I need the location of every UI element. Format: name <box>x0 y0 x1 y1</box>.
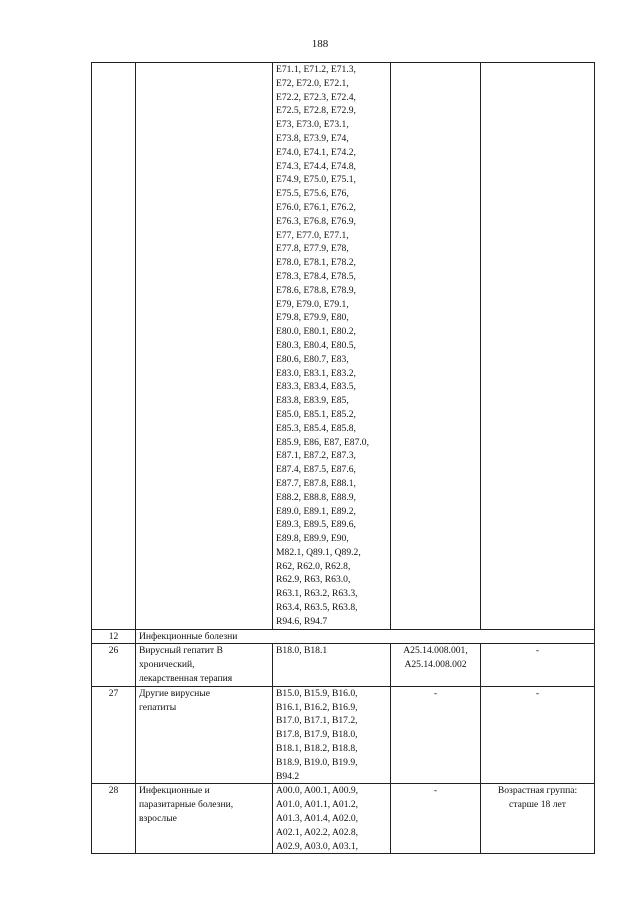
code-line: A02.9, A03.0, A03.1, <box>276 840 359 852</box>
row-service <box>391 784 481 854</box>
page-number: 188 <box>311 38 329 50</box>
table-row <box>92 686 595 784</box>
code-line: E72.5, E72.8, E72.9, <box>276 105 356 117</box>
code-line: E85.9, E86, E87, E87.0, <box>276 436 369 448</box>
code-line: E73.8, E73.9, E74, <box>276 132 349 144</box>
code-line: E80.0, E80.1, E80.2, <box>276 326 356 338</box>
code-line: E80.6, E80.7, E83, <box>276 353 349 365</box>
code-line: A01.3, A01.4, A02.0, <box>276 813 359 825</box>
service-line: - <box>433 785 438 797</box>
code-line: R63.4, R63.5, R63.8, <box>276 602 358 614</box>
code-line: E72, E72.0, E72.1, <box>276 77 349 89</box>
section-title: Инфекционные болезни <box>136 629 595 644</box>
row-extra: - <box>481 686 595 784</box>
name-line: взрослые <box>139 813 177 825</box>
row-extra: Возрастная группа: старше 18 лет <box>481 784 595 854</box>
code-line: E87.7, E87.8, E88.1, <box>276 477 356 489</box>
row-name <box>136 784 273 854</box>
code-line: E83.0, E83.1, E83.2, <box>276 367 356 379</box>
code-line: E83.3, E83.4, E83.5, <box>276 381 356 393</box>
row-service <box>391 644 481 686</box>
code-line: E79, E79.0, E79.1, <box>276 298 349 310</box>
table-row <box>92 644 595 686</box>
code-line: A01.0, A01.1, A01.2, <box>276 799 359 811</box>
code-line: E83.8, E83.9, E85, <box>276 395 349 407</box>
name-line: Вирусный гепатит В <box>139 645 223 657</box>
code-line: R62.9, R63, R63.0, <box>276 574 351 586</box>
code-line: E77, E77.0, E77.1, <box>276 229 349 241</box>
name-line: Инфекционные и <box>139 785 210 797</box>
row-codes <box>273 784 391 854</box>
code-line: E78.0, E78.1, E78.2, <box>276 257 356 269</box>
row-codes <box>273 686 391 784</box>
code-line: E72.2, E72.3, E72.4, <box>276 91 356 103</box>
classification-table <box>91 62 595 854</box>
code-line: R63.1, R63.2, R63.3, <box>276 588 358 600</box>
code-line: B94.2 <box>276 770 300 782</box>
code-line: E80.3, E80.4, E80.5, <box>276 339 356 351</box>
code-line: E76.3, E76.8, E76.9, <box>276 215 356 227</box>
code-line: E74.3, E74.4, E74.8, <box>276 160 356 172</box>
code-line: E74.0, E74.1, E74.2, <box>276 146 356 158</box>
code-line: A02.1, A02.2, A02.8, <box>276 826 359 838</box>
cell-extra <box>481 63 595 630</box>
code-line: B18.9, B19.0, B19.9, <box>276 756 358 768</box>
code-line: E73, E73.0, E73.1, <box>276 119 349 131</box>
code-line: E76.0, E76.1, E76.2, <box>276 201 356 213</box>
row-service <box>391 686 481 784</box>
code-line: A00.0, A00.1, A00.9, <box>276 785 359 797</box>
code-line: E85.0, E85.1, E85.2, <box>276 408 356 420</box>
code-line: M82.1, Q89.1, Q89.2, <box>276 546 361 558</box>
table-row-section <box>92 629 595 644</box>
name-line: хронический, <box>139 659 195 671</box>
code-line: E87.1, E87.2, E87.3, <box>276 450 356 462</box>
code-line: B18.1, B18.2, B18.8, <box>276 743 358 755</box>
cell-service <box>391 63 481 630</box>
section-number: 12 <box>92 629 136 644</box>
name-line: Другие вирусные <box>139 687 210 699</box>
cell-name <box>136 63 273 630</box>
code-line: E89.0, E89.1, E89.2, <box>276 505 356 517</box>
code-line: B17.0, B17.1, B17.2, <box>276 715 358 727</box>
code-line: E71.1, E71.2, E71.3, <box>276 64 356 75</box>
code-line: R62, R62.0, R62.8, <box>276 560 351 572</box>
name-line: гепатиты <box>139 701 177 713</box>
code-line: E89.3, E89.5, E89.6, <box>276 519 356 531</box>
row-number: 27 <box>92 686 136 784</box>
code-line: E79.8, E79.9, E80, <box>276 312 349 324</box>
row-number: 28 <box>92 784 136 854</box>
code-line: E78.3, E78.4, E78.5, <box>276 270 356 282</box>
table-row <box>92 784 595 854</box>
cell-number <box>92 63 136 630</box>
cell-codes <box>273 63 391 630</box>
code-line: E77.8, E77.9, E78, <box>276 243 349 255</box>
row-codes <box>273 644 391 686</box>
code-line: E78.6, E78.8, E78.9, <box>276 284 356 296</box>
code-line: B17.8, B17.9, B18.0, <box>276 729 358 741</box>
row-extra: - <box>481 644 595 686</box>
code-line: E87.4, E87.5, E87.6, <box>276 464 356 476</box>
table-row-continuation <box>92 63 595 630</box>
code-line: E89.8, E89.9, E90, <box>276 533 349 545</box>
row-name <box>136 644 273 686</box>
row-name <box>136 686 273 784</box>
name-line: лекарственная терапия <box>139 673 233 685</box>
code-line: B16.1, B16.2, B16.9, <box>276 701 358 713</box>
code-line: E88.2, E88.8, E88.9, <box>276 491 356 503</box>
code-line: R94.6, R94.7 <box>276 615 328 627</box>
name-line: паразитарные болезни, <box>139 799 234 811</box>
service-line: A25.14.008.002 <box>404 659 467 671</box>
row-number: 26 <box>92 644 136 686</box>
code-line: E85.3, E85.4, E85.8, <box>276 422 356 434</box>
code-line: B15.0, B15.9, B16.0, <box>276 687 358 699</box>
code-line: E75.5, E75.6, E76, <box>276 188 349 200</box>
service-line: - <box>433 687 438 699</box>
service-line: A25.14.008.001, <box>403 645 468 657</box>
code-line: B18.0, B18.1 <box>276 645 328 657</box>
code-line: E74.9, E75.0, E75.1, <box>276 174 356 186</box>
